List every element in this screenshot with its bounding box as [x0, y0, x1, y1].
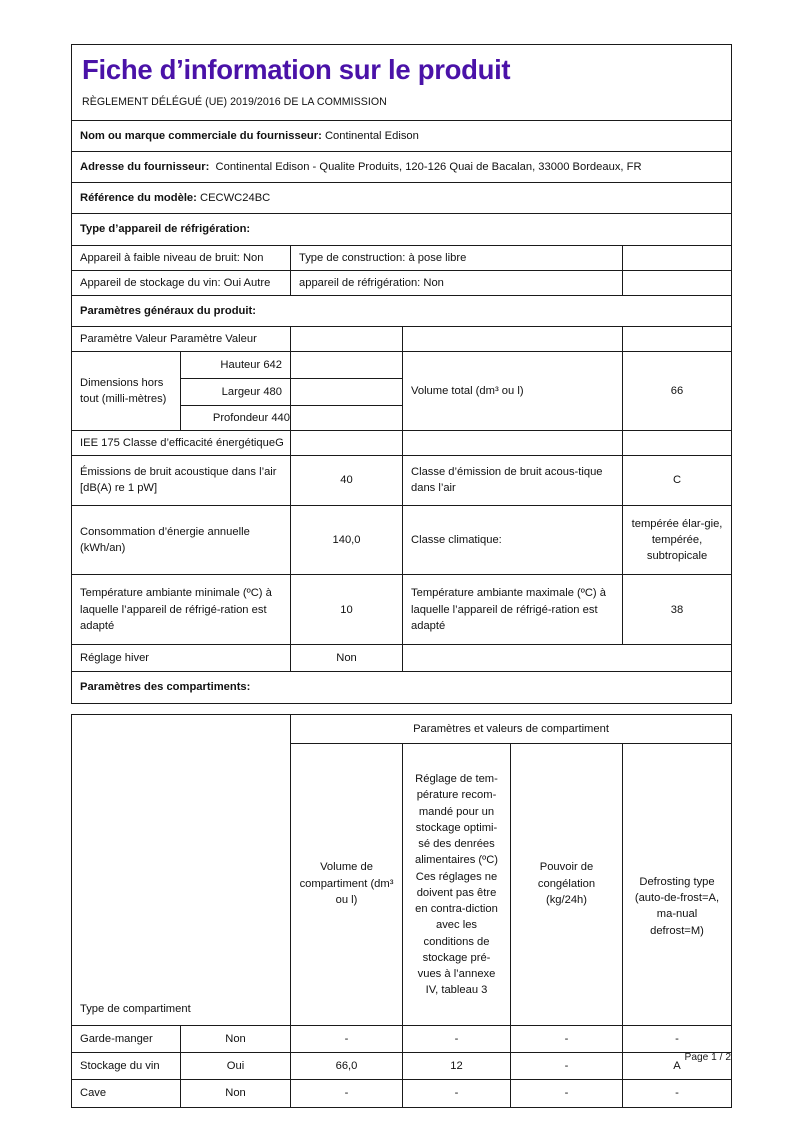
table-row [72, 1025, 732, 1052]
energy-value-cell: 140,0 [291, 505, 403, 575]
winter-setting-empty-cell [403, 645, 732, 672]
parameter-value-header-cell [72, 326, 291, 351]
compartment-span-header-row [72, 714, 732, 743]
iee-class-value: G [275, 437, 284, 450]
compartment-defrost-cell: A [623, 1053, 732, 1080]
compartment-span-header-cell: Paramètres et valeurs de compartiment [291, 714, 732, 743]
table-row [72, 1080, 732, 1107]
low-noise-text: Appareil à faible niveau de bruit: Non [80, 251, 264, 264]
construction-type-cell [291, 245, 623, 270]
noise-label-cell: Émissions de bruit acoustique dans l’air [dB(A) re 1 pW] [72, 456, 291, 505]
climate-class-value-cell: tempérée élar-gie, tempérée, subtropicale [623, 505, 732, 575]
supplier-name-value: Continental Edison [324, 129, 419, 142]
supplier-address-value: Continental Edison - Qualite Produits, 120-126 Quai de Bacalan, 33000 Bordeaux, FR [215, 160, 642, 173]
compartment-temp-cell: - [403, 1080, 511, 1107]
appliance-type-section-row [72, 214, 732, 245]
ambient-temperature-row [72, 575, 732, 645]
dimension-width-value-cell [291, 379, 403, 406]
compartment-type-header-cell: Type de compartiment [72, 714, 291, 1025]
noise-row [72, 456, 732, 505]
compartment-present-cell: Non [181, 1080, 291, 1107]
iee-empty-1 [291, 431, 403, 456]
compartment-defrost-header-cell: Defrosting type (auto-de-frost=A, ma-nual defrost=M) [623, 743, 732, 1025]
compartment-present-cell: Non [181, 1025, 291, 1052]
noise-class-label-cell: Classe d’émission de bruit acous-tique dans l’air [403, 456, 623, 505]
parameter-value-header-row [72, 326, 732, 351]
dimension-height-value-cell [291, 351, 403, 378]
total-volume-label-cell: Volume total (dm³ ou l) [403, 351, 623, 430]
title-row [72, 45, 732, 121]
dimension-row-height [72, 351, 732, 378]
model-reference-cell [72, 183, 732, 214]
compartments-table [71, 714, 732, 1108]
iee-empty-3 [623, 431, 732, 456]
header-and-general-table [71, 44, 732, 704]
model-reference-label: Référence du modèle: [80, 192, 197, 205]
appliance-type-section-title: Type d’appareil de réfrigération: [72, 214, 732, 245]
supplier-name-label: Nom ou marque commerciale du fournisseur: [80, 129, 322, 142]
winter-setting-row [72, 645, 732, 672]
winter-setting-label-cell: Réglage hiver [72, 645, 291, 672]
temp-max-label-cell: Température ambiante maximale (ºC) à laquelle l’appareil de réfrigé-ration est adapté [403, 575, 623, 645]
title-cell [72, 45, 732, 121]
iee-label-text: IEE 175 Classe d’efficacité énergétique [80, 437, 276, 450]
dimension-depth-text: Profondeur 440 [212, 412, 290, 425]
temp-min-value-cell: 10 [291, 575, 403, 645]
low-noise-cell [72, 245, 291, 270]
construction-type-label: Type de construction [299, 251, 403, 264]
compartment-volume-header-cell: Volume de compartiment (dm³ ou l) [291, 743, 403, 1025]
param-header-empty-1 [291, 326, 403, 351]
dimension-width-cell: Largeur 480 [181, 379, 291, 406]
general-section-row [72, 295, 732, 326]
param-header-empty-3 [623, 326, 732, 351]
total-volume-value-cell: 66 [623, 351, 732, 430]
wine-storage-empty-cell [623, 270, 732, 295]
compartment-freezing-header-cell: Pouvoir de congélation (kg/24h) [511, 743, 623, 1025]
parameter-value-header-text: Paramètre Valeur Paramètre Valeur [80, 332, 257, 345]
dimension-depth-cell [181, 406, 291, 431]
compartment-volume-cell: 66,0 [291, 1053, 403, 1080]
compartment-defrost-cell: - [623, 1080, 732, 1107]
supplier-address-row [72, 151, 732, 182]
temp-min-label-cell: Température ambiante minimale (ºC) à laquelle l’appareil de réfrigé-ration est adapté [72, 575, 291, 645]
page-title: Fiche d’information sur le produit [82, 54, 511, 85]
supplier-address-label: Adresse du fournisseur: [80, 160, 210, 173]
iee-empty-2 [403, 431, 623, 456]
compartment-freezing-cell: - [511, 1053, 623, 1080]
regulation-subtitle: RÈGLEMENT DÉLÉGUÉ (UE) 2019/2016 DE LA COMMISSION [82, 96, 387, 109]
wine-storage-cell [72, 270, 291, 295]
page-footer: Page 1 / 2 [684, 1052, 731, 1063]
supplier-address-cell [72, 151, 732, 182]
compartment-present-cell: Oui [181, 1053, 291, 1080]
compartment-volume-cell: - [291, 1080, 403, 1107]
iee-label-cell [72, 431, 291, 456]
noise-class-value-cell: C [623, 456, 732, 505]
compartment-freezing-cell: - [511, 1025, 623, 1052]
energy-row [72, 505, 732, 575]
climate-class-label-cell: Classe climatique: [403, 505, 623, 575]
compartment-temp-setting-header-cell: Réglage de tem-pérature recom-mandé pour un stockage optimi-sé des denrées alimentaires (ºC) Ces réglages ne doivent pas être en contra-diction avec les conditions de stockage pré-vues à l’annexe IV, tableau 3 [403, 743, 511, 1025]
wine-storage-text: Appareil de stockage du vin: Oui Autre [80, 276, 271, 289]
compartment-type-cell: Stockage du vin [72, 1053, 181, 1080]
energy-label-cell: Consommation d’énergie annuelle (kWh/an) [72, 505, 291, 575]
model-reference-row [72, 183, 732, 214]
iee-row [72, 431, 732, 456]
low-noise-empty-cell [623, 245, 732, 270]
compartments-section-row [72, 672, 732, 703]
winter-setting-value-cell: Non [291, 645, 403, 672]
product-information-sheet [71, 44, 731, 1108]
model-reference-value: CECWC24BC [200, 192, 271, 205]
compartment-defrost-cell: - [623, 1025, 732, 1052]
compartment-type-cell: Cave [72, 1080, 181, 1107]
wine-storage-row [72, 270, 732, 295]
dimensions-label-cell: Dimensions hors tout (milli-mètres) [72, 351, 181, 430]
construction-type-value: : à pose libre [402, 251, 467, 264]
compartment-temp-cell: - [403, 1025, 511, 1052]
other-appliance-text: appareil de réfrigération: Non [299, 276, 444, 289]
compartments-section-title: Paramètres des compartiments: [72, 672, 732, 703]
compartment-type-cell: Garde-manger [72, 1025, 181, 1052]
dimension-depth-value-cell [291, 406, 403, 431]
compartment-volume-cell: - [291, 1025, 403, 1052]
low-noise-row [72, 245, 732, 270]
temp-max-value-cell: 38 [623, 575, 732, 645]
noise-value-cell: 40 [291, 456, 403, 505]
compartment-temp-cell: 12 [403, 1053, 511, 1080]
other-appliance-cell [291, 270, 623, 295]
supplier-name-row [72, 120, 732, 151]
supplier-name-cell [72, 120, 732, 151]
compartment-freezing-cell: - [511, 1080, 623, 1107]
param-header-empty-2 [403, 326, 623, 351]
dimension-height-cell: Hauteur 642 [181, 351, 291, 378]
general-section-title: Paramètres généraux du produit: [72, 295, 732, 326]
